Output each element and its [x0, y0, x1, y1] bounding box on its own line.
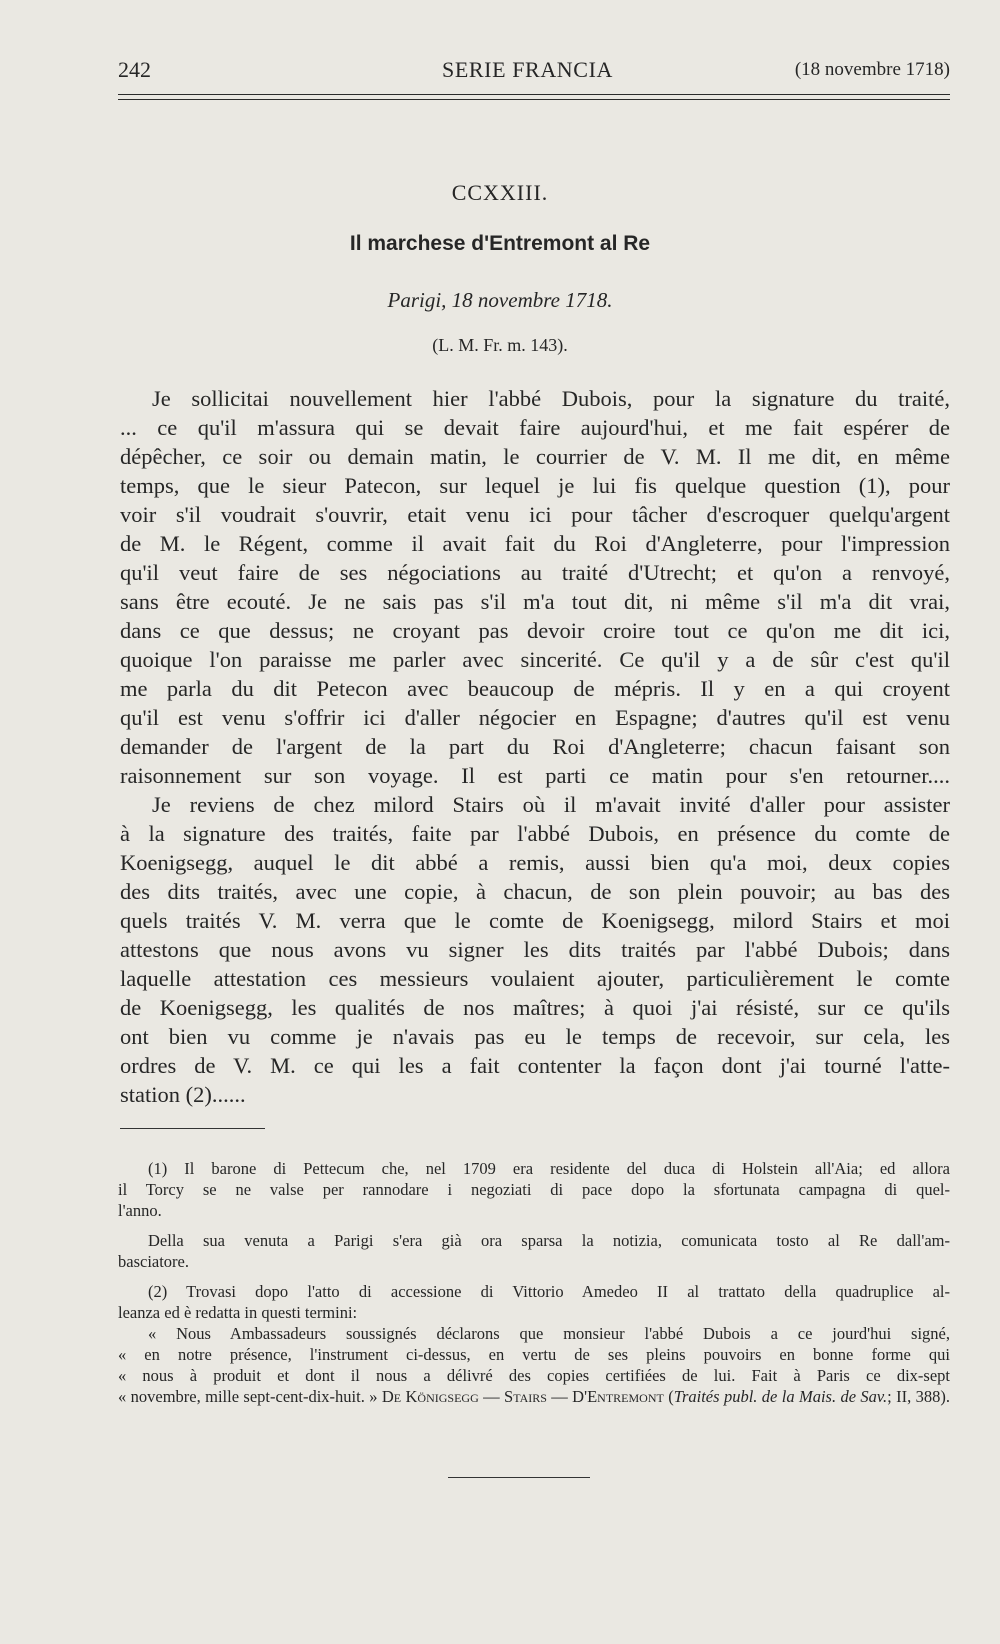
- body-line: station (2)......: [120, 1082, 246, 1107]
- footnote-2-line: leanza ed è redatta in questi termini:: [118, 1303, 358, 1322]
- footnotes: [118, 1158, 950, 1407]
- quote-line: « Nous Ambassadeurs soussignés déclarons que monsieur l'abbé Dubois a ce jourd'hui signé,: [148, 1324, 950, 1343]
- letter-body: [120, 384, 950, 1109]
- header-rule: [118, 94, 950, 95]
- document-source: (L. M. Fr. m. 143).: [432, 335, 568, 355]
- series-title: SERIE FRANCIA: [442, 57, 613, 82]
- body-line: sans être ecouté. Je ne sais pas s'il m'a tout dit, ni même s'il m'a dit vrai,: [120, 589, 950, 614]
- body-line: Koenigsegg, auquel le dit abbé a remis, aussi bien qu'a moi, deux copies: [120, 850, 950, 875]
- body-line: quels traités V. M. verra que le comte de Koenigsegg, milord Stairs et moi: [120, 908, 950, 933]
- footnote-1-line: il Torcy se ne valse per rannodare i negoziati di pace dopo la sfortunata campagna di quel-: [118, 1180, 950, 1199]
- quote-line: « novembre, mille sept-cent-dix-huit. »: [118, 1387, 382, 1406]
- body-line: quoique l'on paraisse me parler avec sincerité. Ce qu'il y a de sûr c'est qu'il: [120, 647, 950, 672]
- body-line: demander de l'argent de la part du Roi d'Angleterre; chacun faisant son: [120, 734, 950, 759]
- body-line: ... ce qu'il m'assura qui se devait faire aujourd'hui, et me fait espérer de: [120, 415, 950, 440]
- body-line: dépêcher, ce soir ou demain matin, le courrier de V. M. Il me dit, en même: [120, 444, 950, 469]
- document-number: CCXXIII.: [451, 180, 549, 205]
- quote-line: « en notre présence, l'instrument ci-dessus, en vertu de ses pleins pouvoirs en bonne forme qui: [118, 1345, 950, 1364]
- body-line: de M. le Régent, comme il avait fait du Roi d'Angleterre, pour l'impression: [120, 531, 950, 556]
- header-rule-thin: [118, 99, 950, 100]
- body-line: laquelle attestation ces messieurs voulaient ajouter, particulièrement le comte: [120, 966, 950, 991]
- header-date: (18 novembre 1718): [794, 59, 950, 80]
- footnote-1b-line: basciatore.: [118, 1252, 190, 1271]
- body-line: ont bien vu comme je n'avais pas eu le temps de recevoir, sur cela, les: [120, 1024, 950, 1049]
- body-line: à la signature des traités, faite par l'abbé Dubois, en présence du comte de: [120, 821, 950, 846]
- body-line: ordres de V. M. ce qui les a fait contenter la façon dont j'ai tourné l'atte-: [120, 1053, 950, 1078]
- body-line: Je reviens de chez milord Stairs où il m'avait invité d'aller pour assister: [152, 792, 950, 817]
- footnote-2-line: (2) Trovasi dopo l'atto di accessione di Vittorio Amedeo II al trattato della quadruplice al-: [148, 1282, 950, 1301]
- reference-open: (: [663, 1387, 674, 1406]
- footnote-1-line: l'anno.: [118, 1201, 162, 1220]
- footnote-1-line: (1) Il barone di Pettecum che, nel 1709 era residente del duca di Holstein all'Aia; ed allora: [148, 1159, 950, 1178]
- body-line: de Koenigsegg, les qualités de nos maîtres; à quoi j'ai résisté, sur ce qu'ils: [120, 995, 950, 1020]
- body-line: qu'il veut faire de ses négociations au traité d'Utrecht; et qu'on a renvoyé,: [120, 560, 950, 585]
- body-line: Je sollicitai nouvellement hier l'abbé Dubois, pour la signature du traité,: [152, 386, 950, 411]
- document-title: Il marchese d'Entremont al Re: [349, 232, 651, 255]
- body-line: temps, que le sieur Patecon, sur lequel je lui fis quelque question (1), pour: [120, 473, 950, 498]
- body-line: me parla du dit Petecon avec beaucoup de mépris. Il y en a qui croyent: [120, 676, 950, 701]
- body-line: raisonnement sur son voyage. Il est parti ce matin pour s'en retourner....: [120, 763, 950, 788]
- end-rule: [448, 1477, 590, 1478]
- reference-rest: ; II, 388).: [887, 1387, 950, 1406]
- document-place-date: Parigi, 18 novembre 1718.: [387, 288, 613, 312]
- quote-line: « nous à produit et dont il nous a délivré des copies certifiées de lui. Fait à Paris ce dix-sept: [118, 1366, 950, 1385]
- footnote-separator: [120, 1128, 265, 1129]
- body-line: qu'il est venu s'offrir ici d'aller négocier en Espagne; d'autres qu'il est venu: [120, 705, 950, 730]
- body-line: dans ce que dessus; ne croyant pas devoir croire tout ce qu'on me dit ici,: [120, 618, 950, 643]
- body-line: des dits traités, avec une copie, à chacun, de son plein pouvoir; au bas des: [120, 879, 950, 904]
- footnote-1b-line: Della sua venuta a Parigi s'era già ora sparsa la notizia, comunicata tosto al Re dall'am-: [148, 1231, 950, 1250]
- body-line: attestons que nous avons vu signer les dits traités par l'abbé Dubois; dans: [120, 937, 950, 962]
- running-header: [118, 55, 950, 85]
- page-number: 242: [118, 57, 151, 82]
- signatories: De Königsegg — Stairs — D'Entremont: [381, 1387, 664, 1406]
- quote-line-signatories: [118, 1386, 950, 1407]
- body-line: voir s'il voudrait s'ouvrir, etait venu ici pour tâcher d'escroquer quelqu'argent: [120, 502, 950, 527]
- reference-title: Traités publ. de la Mais. de Sav.: [673, 1387, 888, 1406]
